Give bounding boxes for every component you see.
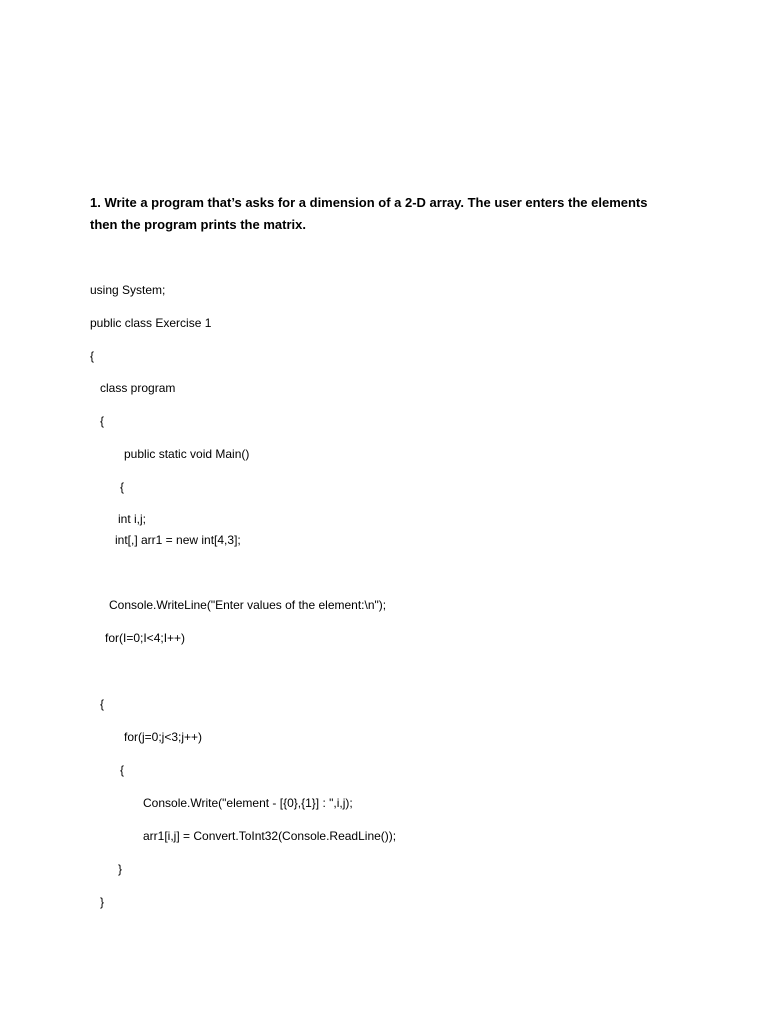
code-line-console-write: Console.Write("element - [{0},{1}] : ",i,j); [143, 796, 353, 810]
code-line-main-method: public static void Main() [124, 447, 250, 461]
code-line-close-brace: } [100, 895, 105, 909]
code-line-close-brace: } [118, 862, 123, 876]
code-line-class-declaration: public class Exercise 1 [90, 316, 212, 330]
code-line-open-brace: { [90, 349, 95, 363]
code-line-open-brace: { [120, 763, 125, 777]
code-line-int-declaration: int i,j; [118, 512, 147, 526]
code-line-inner-class: class program [100, 381, 176, 395]
code-line-open-brace: { [100, 697, 105, 711]
code-line-writeline: Console.WriteLine("Enter values of the element:\n"); [109, 598, 387, 612]
code-line-array-declaration: int[,] arr1 = new int[4,3]; [115, 533, 241, 547]
code-line-inner-for: for(j=0;j<3;j++) [124, 730, 203, 744]
exercise-question: 1. Write a program that’s asks for a dimension of a 2-D array. The user enters the elements then the program prints the matrix. [90, 195, 648, 232]
code-line-open-brace: { [100, 414, 105, 428]
code-line-array-assignment: arr1[i,j] = Convert.ToInt32(Console.ReadLine()); [143, 829, 397, 843]
code-line-using: using System; [90, 283, 166, 297]
code-line-open-brace: { [120, 480, 125, 494]
code-line-outer-for: for(I=0;I<4;I++) [105, 631, 186, 645]
